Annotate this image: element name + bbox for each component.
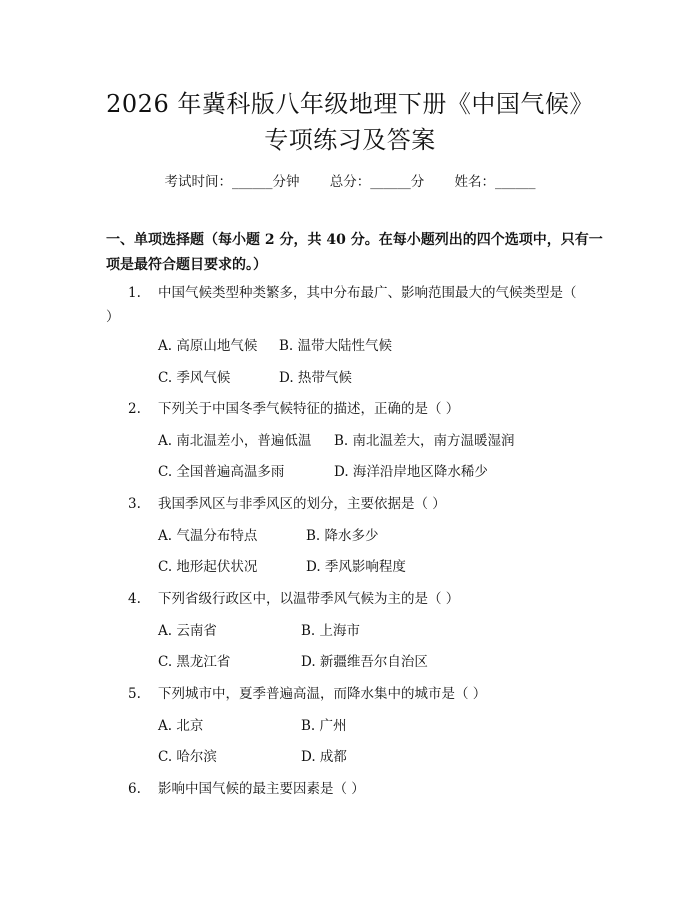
- option-4d: D. 新疆维吾尔自治区: [301, 654, 428, 670]
- question-number: 2.: [128, 401, 141, 417]
- option-1a: A. 高原山地气候: [158, 338, 258, 354]
- question-number: 1.: [128, 285, 141, 301]
- question-1: [106, 281, 586, 329]
- question-number: 4.: [128, 591, 141, 607]
- option-2b: B. 南北温差大，南方温暖湿润: [334, 433, 515, 449]
- student-name: 姓名：______: [454, 174, 536, 190]
- option-5b: B. 广州: [301, 718, 347, 734]
- question-text: 下列省级行政区中，以温带季风气候为主的是（ ）: [158, 591, 460, 607]
- option-3b: B. 降水多少: [306, 528, 379, 544]
- question-4: [106, 587, 586, 611]
- question-text: 中国气候类型种类繁多，其中分布最广、影响范围最大的气候类型是（ ）: [106, 285, 577, 325]
- question-2: [106, 397, 586, 421]
- option-5d: D. 成都: [301, 749, 347, 765]
- option-5c: C. 哈尔滨: [158, 749, 217, 765]
- exam-time: 考试时间：______分钟: [164, 174, 300, 190]
- option-4b: B. 上海市: [301, 623, 361, 639]
- question-number: 5.: [128, 686, 141, 702]
- document-title-line1: 2026 年冀科版八年级地理下册《中国气候》: [106, 90, 594, 118]
- option-1b: B. 温带大陆性气候: [279, 338, 393, 354]
- option-2c: C. 全国普遍高温多雨: [158, 464, 285, 480]
- question-number: 6.: [128, 781, 141, 797]
- question-3: [106, 492, 586, 516]
- question-number: 3.: [128, 496, 141, 512]
- question-5: [106, 682, 586, 706]
- option-4a: A. 云南省: [158, 623, 217, 639]
- option-3d: D. 季风影响程度: [306, 559, 406, 575]
- option-1d: D. 热带气候: [279, 370, 352, 386]
- option-2a: A. 南北温差小，普遍低温: [158, 433, 312, 449]
- exam-info: [0, 170, 700, 190]
- question-text: 我国季风区与非季风区的划分，主要依据是（ ）: [158, 496, 446, 512]
- question-6: [106, 777, 586, 801]
- question-text: 下列城市中，夏季普遍高温，而降水集中的城市是（ ）: [158, 686, 487, 702]
- option-5a: A. 北京: [158, 718, 204, 734]
- option-1c: C. 季风气候: [158, 370, 231, 386]
- question-text: 下列关于中国冬季气候特征的描述，正确的是（ ）: [158, 401, 460, 417]
- section-heading: 一、单项选择题（每小题 2 分，共 40 分。在每小题列出的四个选项中，只有一项是最符合题目要求的。）: [106, 232, 603, 273]
- exam-score: 总分：______分: [329, 174, 425, 190]
- question-text: 影响中国气候的最主要因素是（ ）: [158, 781, 365, 797]
- option-3a: A. 气温分布特点: [158, 528, 258, 544]
- option-3c: C. 地形起伏状况: [158, 559, 258, 575]
- option-2d: D. 海洋沿岸地区降水稀少: [334, 464, 488, 480]
- option-4c: C. 黑龙江省: [158, 654, 231, 670]
- document-title-line2: 专项练习及答案: [264, 126, 436, 154]
